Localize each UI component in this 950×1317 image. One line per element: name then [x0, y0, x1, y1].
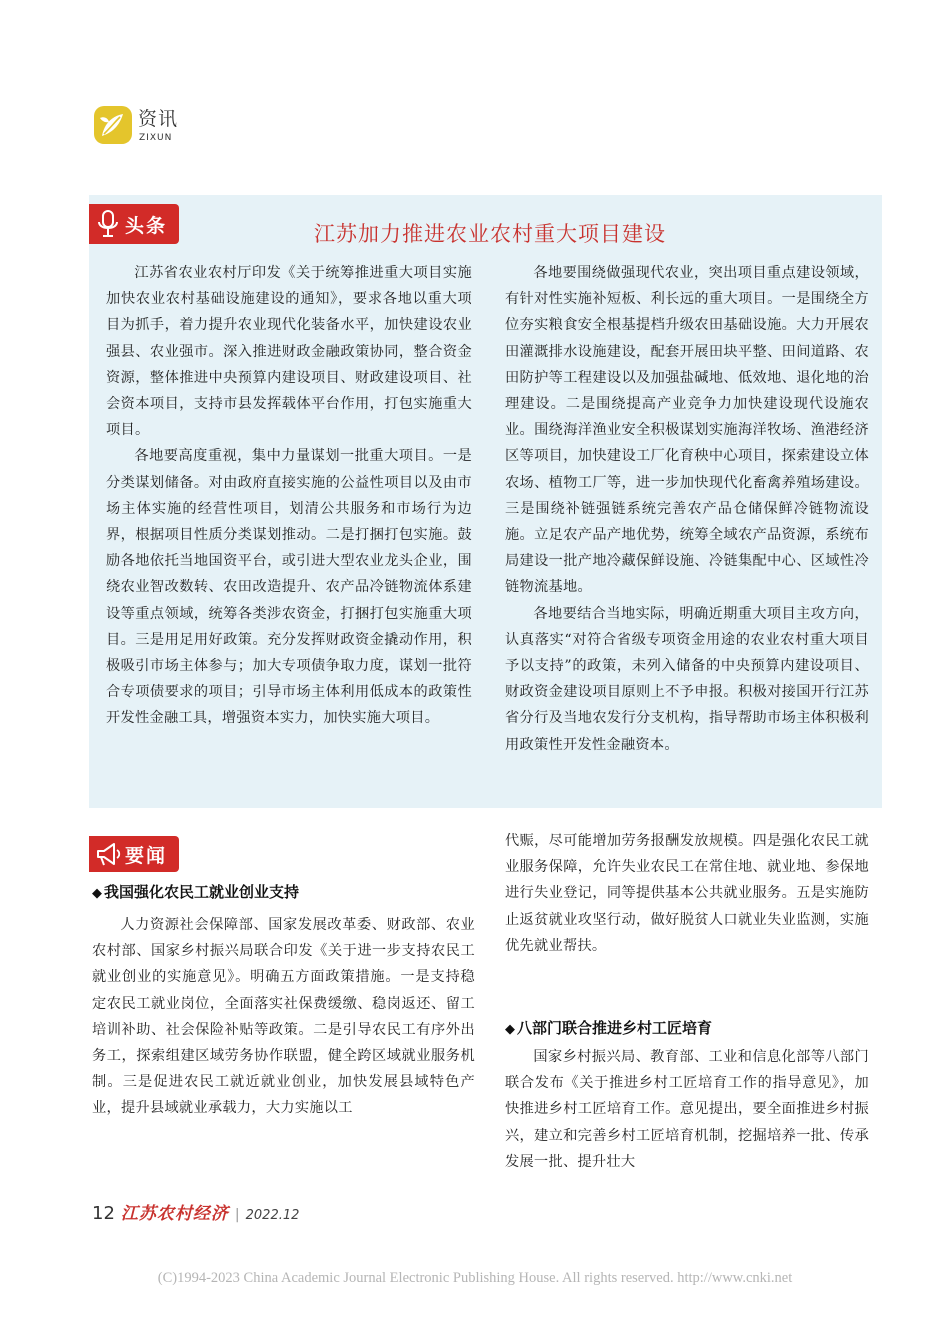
news-body-continued	[505, 828, 869, 959]
headline-tag	[89, 204, 179, 244]
news-heading	[505, 1016, 712, 1042]
paragraph: 各地要结合当地实际，明确近期重大项目主攻方向，认真落实“对符合省级专项资金用途的农业农村重大项目予以支持”的政策，未列入储备的中央预算内建设项目、财政资金建设项目原则上不予申报。积极对接国开行江苏省分行及当地农发行分支机构，指导帮助市场主体积极利用政策性开发性金融资本。	[505, 605, 869, 753]
section-label-en: ZIXUN	[139, 133, 173, 143]
section-label: 资讯	[138, 108, 179, 130]
magazine-name: 江苏农村经济	[120, 1204, 229, 1224]
paragraph: 人力资源社会保障部、国家发展改革委、财政部、农业农村部、国家乡村振兴局联合印发《关于进一步支持农民工就业创业的实施意见》。明确五方面政策措施。一是支持稳定农民工就业岗位，全面落实社保费缓缴、稳岗返还、留工培训补助、社会保险补贴等政策。二是引导农民工有序外出务工，探索组建区域劳务协作联盟，健全跨区域就业服务机制。三是促进农民工就近就业创业，加快发展县域特色产业，提升县域就业承载力，大力实施以工	[92, 917, 475, 1117]
news-heading-text: 八部门联合推进乡村工匠培育	[517, 1019, 713, 1037]
microphone-icon	[95, 209, 121, 239]
headline-tag-label: 头条	[125, 214, 168, 237]
leaf-logo-icon	[92, 104, 134, 146]
issue-number: 2022.12	[245, 1208, 300, 1223]
headline-left-column	[106, 260, 472, 732]
footer-separator: |	[234, 1207, 240, 1223]
news-body	[505, 1044, 869, 1175]
megaphone-icon	[95, 839, 121, 869]
paragraph: 代赈，尽可能增加劳务报酬发放规模。四是强化农民工就业服务保障，允许失业农民工在常住地、就业地、参保地进行失业登记，同等提供基本公共就业服务。五是实施防止返贫就业攻坚行动，做好脱贫人口就业失业监测，实施优先就业帮扶。	[505, 833, 869, 954]
copyright-notice: (C)1994-2023 China Academic Journal Electronic Publishing House. All rights reserved. http://www.cnki.net	[157, 1270, 793, 1286]
news-body	[92, 912, 475, 1122]
paragraph: 各地要围绕做强现代农业，突出项目重点建设领域，有针对性实施补短板、利长远的重大项目。一是围绕全方位夯实粮食安全根基提档升级农田基础设施。大力开展农田灌溉排水设施建设，配套开展田块平整、田间道路、农田防护等工程建设以及加强盐碱地、低效地、退化地的治理建设。二是围绕提高产业竞争力加快建设现代设施农业。围绕海洋渔业安全积极谋划实施海洋牧场、渔港经济区等项目，加快建设工厂化育秧中心项目，探索建设立体农场、植物工厂等，进一步加快现代化畜禽养殖场建设。三是围绕补链强链系统完善农产品仓储保鲜冷链物流设施。立足农产品产地优势，统筹全域农产品资源，系统布局建设一批产地冷藏保鲜设施、冷链集配中心、区域性冷链物流基地。	[505, 265, 869, 596]
page-number: 12	[92, 1203, 115, 1224]
page-footer	[92, 1199, 299, 1224]
headline-title: 江苏加力推进农业农村重大项目建设	[314, 222, 666, 246]
news-heading	[92, 880, 299, 906]
diamond-bullet-icon: ◆	[505, 1022, 515, 1037]
headline-right-column	[505, 260, 869, 758]
paragraph: 国家乡村振兴局、教育部、工业和信息化部等八部门联合发布《关于推进乡村工匠培育工作的指导意见》，加快推进乡村工匠培育工作。意见提出，要全面推进乡村振兴，建立和完善乡村工匠培育机制，挖掘培养一批、传承发展一批、提升壮大	[505, 1049, 869, 1170]
news-heading-text: 我国强化农民工就业创业支持	[104, 883, 300, 901]
paragraph: 各地要高度重视，集中力量谋划一批重大项目。一是分类谋划储备。对由政府直接实施的公益性项目以及由市场主体实施的经营性项目，划清公共服务和市场行为边界，根据项目性质分类谋划推动。二是打捆打包实施。鼓励各地依托当地国资平台，或引进大型农业龙头企业，围绕农业智改数转、农田改造提升、农产品冷链物流体系建设等重点领域，统筹各类涉农资金，打捆打包实施重大项目。三是用足用好政策。充分发挥财政资金撬动作用，积极吸引市场主体参与；加大专项债争取力度，谋划一批符合专项债要求的项目；引导市场主体利用低成本的政策性开发性金融工具，增强资本实力，加快实施大项目。	[106, 448, 472, 727]
news-tag-label: 要闻	[125, 844, 168, 867]
diamond-bullet-icon: ◆	[92, 886, 102, 901]
news-tag	[89, 836, 179, 872]
paragraph: 江苏省农业农村厅印发《关于统筹推进重大项目实施加快农业农村基础设施建设的通知》，要求各地以重大项目为抓手，着力提升农业现代化装备水平，加快建设农业强县、农业强市。深入推进财政金融政策协同，整合资金资源，整体推进中央预算内建设项目、财政建设项目、社会资本项目，支持市县发挥载体平台作用，打包实施重大项目。	[106, 265, 472, 439]
